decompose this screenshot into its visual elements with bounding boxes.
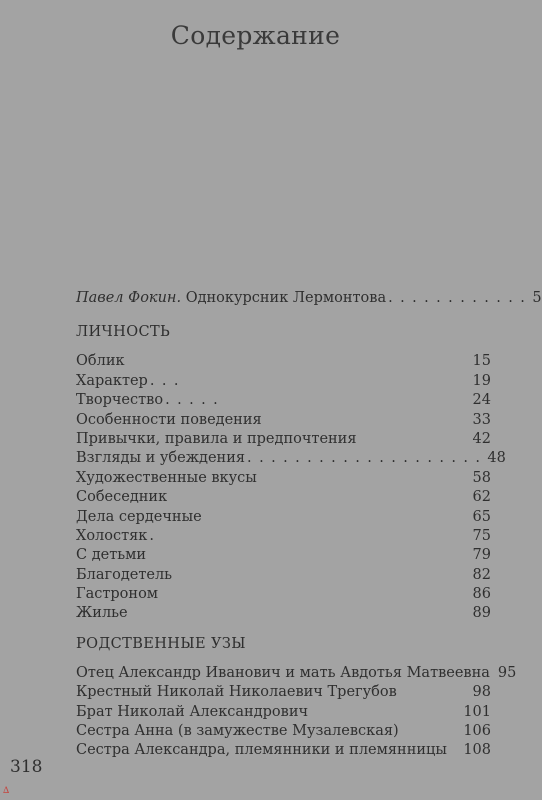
toc-entry-page: 95 bbox=[497, 664, 517, 681]
toc-entry-title: Гастроном bbox=[76, 586, 159, 603]
toc-intro-title-group bbox=[76, 289, 386, 308]
toc-entry-title: Сестра Александра, племянники и племянницы bbox=[76, 742, 447, 759]
toc-entry bbox=[76, 411, 491, 430]
toc-entry-title: Сестра Анна (в замужестве Музалевская) bbox=[76, 723, 399, 740]
toc-entry bbox=[76, 566, 491, 585]
section-heading: ЛИЧНОСТЬ bbox=[76, 324, 171, 341]
corner-mark: ∆ bbox=[3, 786, 10, 796]
toc-entry-page: 106 bbox=[463, 723, 491, 740]
toc-sections bbox=[76, 322, 517, 760]
toc-entry-page: 82 bbox=[472, 566, 491, 583]
section-heading: РОДСТВЕННЫЕ УЗЫ bbox=[76, 635, 246, 652]
toc-entry-page: 75 bbox=[472, 527, 491, 544]
table-of-contents bbox=[76, 289, 542, 761]
toc-entry-leader: . bbox=[149, 527, 156, 544]
toc-entry-page: 62 bbox=[472, 489, 491, 506]
toc-entry-leader: . . . . . bbox=[165, 392, 220, 409]
toc-entry bbox=[76, 703, 491, 722]
toc-entry-title: Собеседник bbox=[76, 489, 168, 506]
toc-intro-entry bbox=[76, 289, 542, 308]
toc-entry-title: С детьми bbox=[76, 547, 147, 564]
toc-entry-page: 86 bbox=[472, 586, 491, 603]
toc-entry-page: 58 bbox=[472, 469, 491, 486]
toc-entry-leader: . . . . . . . . . . . . . . . . . . . . bbox=[247, 450, 482, 467]
toc-entry-title: Дела сердечные bbox=[76, 508, 202, 525]
toc-entry bbox=[76, 488, 491, 507]
toc-entry bbox=[76, 683, 491, 702]
toc-entry-title: Холостяк bbox=[76, 527, 148, 544]
toc-entry-page: 89 bbox=[472, 605, 491, 622]
toc-entry-page: 65 bbox=[472, 508, 491, 525]
page-number: 318 bbox=[10, 757, 43, 777]
toc-entry bbox=[76, 722, 491, 741]
toc-entry-page: 48 bbox=[487, 450, 506, 467]
toc-entry-title: Облик bbox=[76, 353, 125, 370]
toc-entry bbox=[76, 546, 491, 565]
toc-entry-page: 98 bbox=[472, 684, 491, 701]
intro-author: Павел Фокин. bbox=[76, 290, 182, 306]
toc-entry-page: 108 bbox=[463, 742, 491, 759]
toc-entry-page: 15 bbox=[472, 353, 491, 370]
toc-entry-title: Привычки, правила и предпочтения bbox=[76, 430, 357, 447]
toc-entry-title: Взгляды и убеждения bbox=[76, 450, 246, 467]
toc-entry bbox=[76, 508, 491, 527]
toc-entry bbox=[76, 352, 491, 371]
toc-entry-leader: . . . bbox=[149, 372, 180, 389]
toc-entry-title: Крестный Николай Николаевич Трегубов bbox=[76, 684, 397, 701]
toc-entry-title: Творчество bbox=[76, 392, 164, 409]
toc-entry bbox=[76, 430, 491, 449]
intro-page: 5 bbox=[532, 290, 542, 306]
toc-entry-title: Отец Александр Иванович и мать Авдотья Матвеевна bbox=[76, 664, 490, 681]
toc-entry-page: 101 bbox=[463, 703, 491, 720]
toc-entry bbox=[76, 664, 517, 683]
intro-title: Однокурсник Лермонтова bbox=[185, 290, 387, 306]
toc-entry-page: 19 bbox=[472, 372, 491, 389]
toc-entry-title: Характер bbox=[76, 372, 148, 389]
toc-entry-page: 79 bbox=[472, 547, 491, 564]
toc-entry-title: Благодетель bbox=[76, 566, 173, 583]
page-title: Содержание bbox=[170, 20, 341, 50]
toc-entry bbox=[76, 585, 491, 604]
intro-leader: . . . . . . . . . . . . bbox=[388, 290, 527, 306]
toc-entry-title: Жилье bbox=[76, 605, 128, 622]
toc-entry bbox=[76, 469, 491, 488]
toc-entry-title: Брат Николай Александрович bbox=[76, 703, 309, 720]
toc-entry bbox=[76, 527, 491, 546]
toc-entry-title: Художественные вкусы bbox=[76, 469, 257, 486]
toc-entry bbox=[76, 372, 491, 391]
toc-entry bbox=[76, 741, 491, 760]
toc-entry-title: Особенности поведения bbox=[76, 411, 262, 428]
toc-entry-page: 24 bbox=[472, 392, 491, 409]
toc-entry bbox=[76, 391, 491, 410]
toc-entry-page: 42 bbox=[472, 430, 491, 447]
toc-entry-page: 33 bbox=[472, 411, 491, 428]
toc-entry bbox=[76, 449, 506, 468]
toc-entry bbox=[76, 604, 491, 623]
